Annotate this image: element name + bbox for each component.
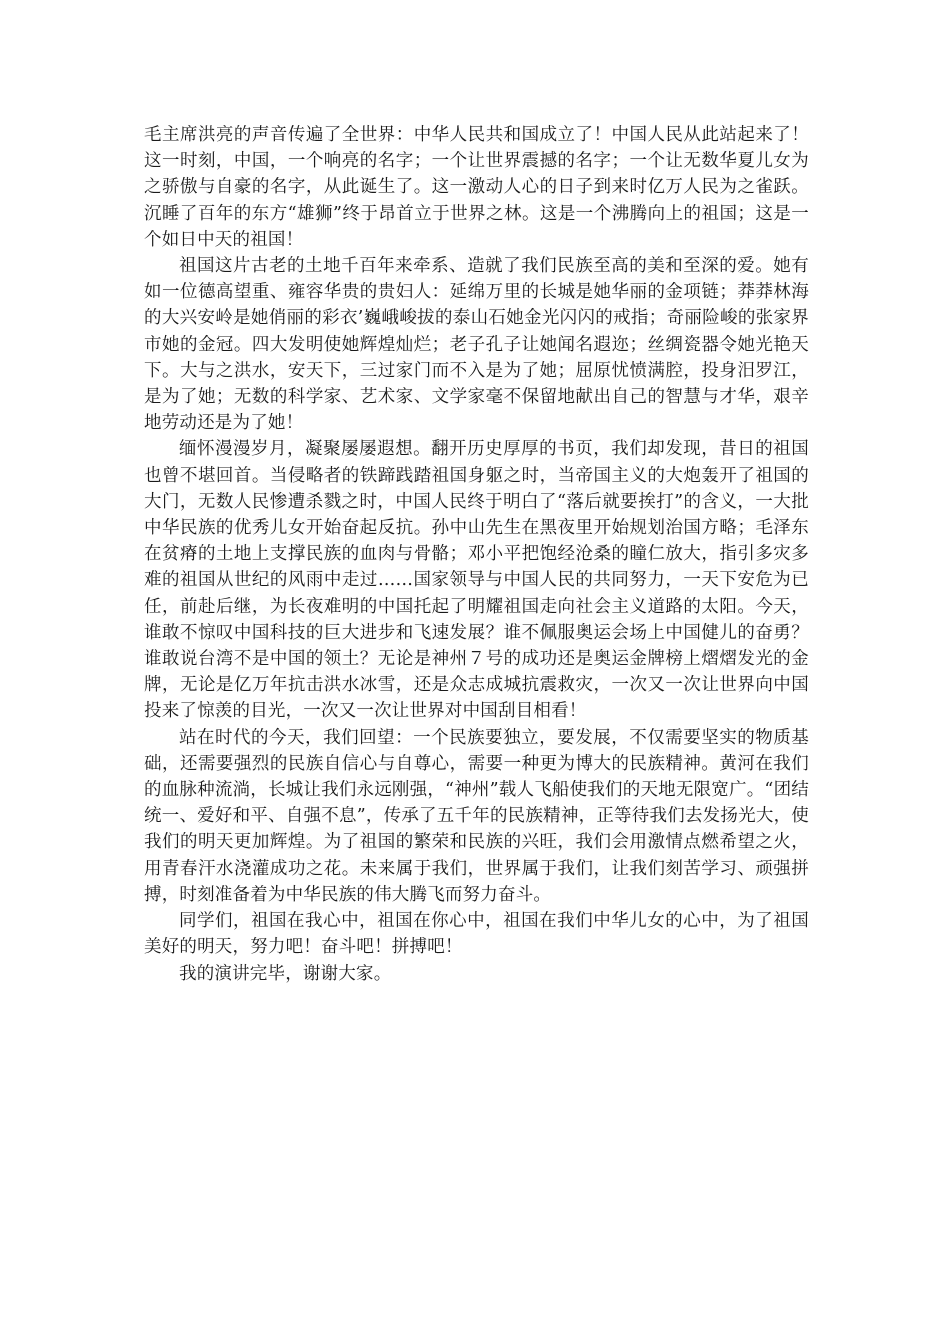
speech-body — [144, 122, 809, 987]
paragraph-4: 站在时代的今天，我们回望：一个民族要独立，要发展，不仅需要坚实的物质基础，还需要强烈的民族自信心与自尊心，需要一种更为博大的民族精神。黄河在我们的血脉种流淌，长城让我们永远刚强，“神州”载人飞船使我们的天地无限宽广。“团结统一、爱好和平、自强不息”，传承了五千年的民族精神，正等待我们去发扬光大，使我们的明天更加辉煌。为了祖国的繁荣和民族的兴旺，我们会用激情点燃希望之火，用青春汗水浇灌成功之花。未来属于我们，世界属于我们，让我们刻苦学习、顽强拼搏，时刻准备着为中华民族的伟大腾飞而努力奋斗。 — [144, 727, 809, 905]
paragraph-1: 毛主席洪亮的声音传遍了全世界：中华人民共和国成立了！中国人民从此站起来了！这一时刻，中国，一个响亮的名字；一个让世界震撼的名字；一个让无数华夏儿女为之骄傲与自豪的名字，从此诞生了。这一激动人心的日子到来时亿万人民为之雀跃。沉睡了百年的东方“雄狮”终于昂首立于世界之林。这是一个沸腾向上的祖国；这是一个如日中天的祖国！ — [144, 125, 809, 250]
paragraph-3: 缅怀漫漫岁月，凝聚屡屡遐想。翻开历史厚厚的书页，我们却发现，昔日的祖国也曾不堪回首。当侵略者的铁蹄践踏祖国身躯之时，当帝国主义的大炮轰开了祖国的大门，无数人民惨遭杀戮之时，中国人民终于明白了“落后就要挨打”的含义，一大批中华民族的优秀儿女开始奋起反抗。孙中山先生在黑夜里开始规划治国方略；毛泽东在贫瘠的土地上支撑民族的血肉与骨骼；邓小平把饱经沧桑的瞳仁放大，指引多灾多难的祖国从世纪的风雨中走过……国家领导与中国人民的共同努力，一天下安危为已任，前赴后继，为长夜难明的中国托起了明耀祖国走向社会主义道路的太阳。今天，谁敢不惊叹中国科技的巨大进步和飞速发展？谁不佩服奥运会场上中国健儿的奋勇？谁敢说台湾不是中国的领土？无论是神州７号的成功还是奥运金牌榜上熠熠发光的金牌，无论是亿万年抗击洪水冰雪，还是众志成城抗震救灾，一次又一次让世界向中国投来了惊羡的目光，一次又一次让世界对中国刮目相看！ — [144, 439, 809, 722]
paragraph-5: 同学们，祖国在我心中，祖国在你心中，祖国在我们中华儿女的心中，为了祖国美好的明天，努力吧！奋斗吧！拼搏吧！ — [144, 911, 809, 958]
paragraph-6: 我的演讲完毕，谢谢大家。 — [179, 963, 392, 984]
paragraph-2: 祖国这片古老的土地千百年来牵系、造就了我们民族至高的美和至深的爱。她有如一位德高望重、雍容华贵的贵妇人：延绵万里的长城是她华丽的金项链；莽莽林海的大兴安岭是她俏丽的彩衣’巍峨峻拔的泰山石她金光闪闪的戒指；奇丽险峻的张家界市她的金冠。四大发明使她辉煌灿烂；老子孔子让她闻名遐迩；丝绸瓷器令她光艳天下。大与之洪水，安天下，三过家门而不入是为了她；屈原忧愤满腔，投身汨罗江，是为了她；无数的科学家、艺术家、文学家毫不保留地献出自己的智慧与才华，艰辛地劳动还是为了她！ — [144, 256, 809, 434]
